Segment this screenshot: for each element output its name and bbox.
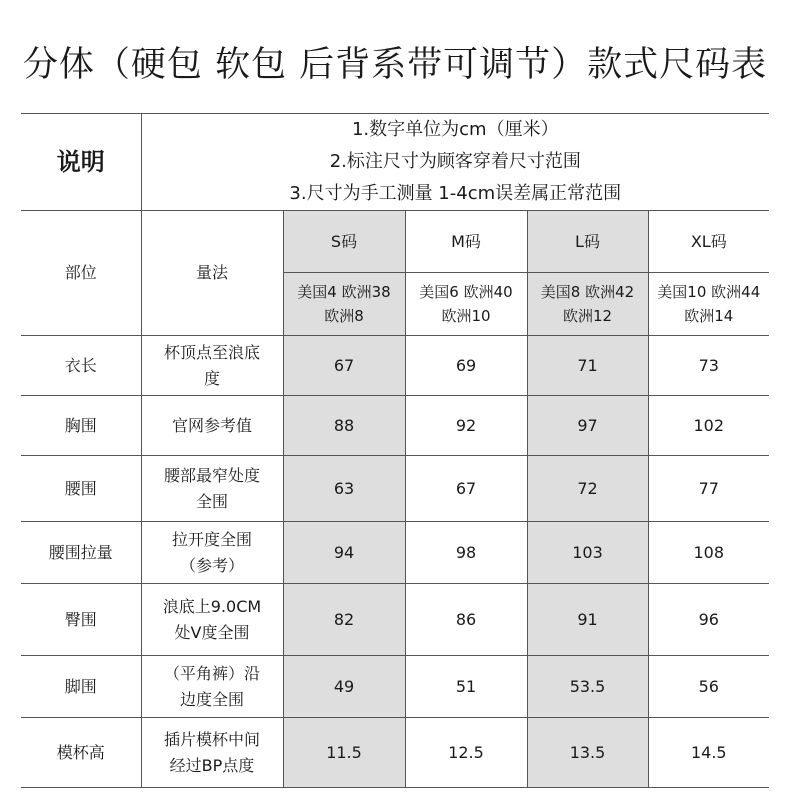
row-part: 模杯高 — [21, 718, 141, 788]
row-value-m: 51 — [405, 656, 527, 718]
row-value-s: 11.5 — [283, 718, 405, 788]
row-method-line2: 全围 — [195, 491, 228, 511]
row-value-s: 67 — [283, 336, 405, 396]
row-value-l: 13.5 — [527, 718, 648, 788]
note-line-3: 3.尺寸为手工测量 1-4cm误差属正常范围 — [289, 183, 622, 204]
row-method-line1: 官网参考值 — [171, 415, 252, 435]
row-part: 胸围 — [21, 396, 141, 456]
row-part: 臀围 — [21, 584, 141, 656]
row-method-line1: 腰部最窄处度 — [163, 465, 260, 485]
row-value-xl: 73 — [648, 336, 769, 396]
page-title: 分体（硬包 软包 后背系带可调节）款式尺码表 — [22, 45, 768, 85]
size-name-xl: XL码 — [648, 211, 769, 273]
row-method — [141, 396, 283, 456]
row-value-l: 97 — [527, 396, 648, 456]
row-method — [141, 656, 283, 718]
size-header-row — [21, 211, 769, 273]
size-conv-m — [405, 273, 527, 336]
row-value-m: 12.5 — [405, 718, 527, 788]
row-method-line2: 处V度全围 — [174, 622, 250, 642]
size-conv-l-line2: 欧洲12 — [562, 307, 613, 325]
table-row — [21, 718, 769, 788]
row-part: 脚围 — [21, 656, 141, 718]
header-part: 部位 — [21, 211, 141, 336]
row-value-xl: 14.5 — [648, 718, 769, 788]
table-row — [21, 656, 769, 718]
row-method-line2: 边度全围 — [179, 689, 244, 709]
row-value-s: 88 — [283, 396, 405, 456]
table-row — [21, 584, 769, 656]
row-method — [141, 522, 283, 584]
row-part: 腰围拉量 — [21, 522, 141, 584]
row-value-m: 98 — [405, 522, 527, 584]
row-method-line2: （参考） — [179, 555, 244, 575]
row-method-line1: 拉开度全围 — [171, 529, 252, 549]
notes-row — [21, 114, 769, 211]
size-conv-xl-line2: 欧洲14 — [684, 307, 734, 325]
size-chart-table — [21, 113, 769, 788]
size-conv-xl-line1: 美国10 欧洲44 — [657, 283, 761, 301]
size-conv-m-line1: 美国6 欧洲40 — [419, 283, 513, 301]
row-method-line2: 经过BP点度 — [169, 755, 255, 775]
row-value-l: 103 — [527, 522, 648, 584]
table-row — [21, 396, 769, 456]
table-row — [21, 456, 769, 522]
row-value-m: 69 — [405, 336, 527, 396]
size-conv-xl — [648, 273, 769, 336]
size-conv-l — [527, 273, 648, 336]
row-value-s: 82 — [283, 584, 405, 656]
row-value-l: 91 — [527, 584, 648, 656]
size-conv-s-line2: 欧洲8 — [324, 307, 364, 325]
size-conv-l-line1: 美国8 欧洲42 — [540, 283, 635, 301]
size-conv-s-line1: 美国4 欧洲38 — [297, 283, 391, 301]
row-method — [141, 718, 283, 788]
size-conv-s — [283, 273, 405, 336]
row-part: 腰围 — [21, 456, 141, 522]
row-value-m: 67 — [405, 456, 527, 522]
row-value-l: 72 — [527, 456, 648, 522]
row-value-xl: 56 — [648, 656, 769, 718]
row-value-s: 63 — [283, 456, 405, 522]
row-method-line1: 浪底上9.0CM — [162, 596, 262, 616]
row-value-xl: 108 — [648, 522, 769, 584]
table-row — [21, 522, 769, 584]
row-value-xl: 77 — [648, 456, 769, 522]
size-name-m: M码 — [405, 211, 527, 273]
row-method — [141, 456, 283, 522]
notes-content — [141, 114, 769, 211]
row-value-l: 53.5 — [527, 656, 648, 718]
measurement-rows — [21, 336, 769, 788]
size-name-s: S码 — [283, 211, 405, 273]
header-method: 量法 — [141, 211, 283, 336]
table-row — [21, 336, 769, 396]
row-value-s: 49 — [283, 656, 405, 718]
notes-label: 说明 — [21, 114, 141, 211]
row-value-l: 71 — [527, 336, 648, 396]
row-method-line1: （平角裤）沿 — [163, 663, 260, 683]
row-method-line1: 插片模杯中间 — [163, 729, 260, 749]
row-method — [141, 584, 283, 656]
row-method — [141, 336, 283, 396]
row-value-m: 86 — [405, 584, 527, 656]
note-line-1: 1.数字单位为cm（厘米） — [351, 119, 559, 140]
row-value-xl: 102 — [648, 396, 769, 456]
row-method-line1: 杯顶点至浪底 — [163, 342, 260, 362]
row-method-line2: 度 — [203, 368, 220, 388]
note-line-2: 2.标注尺寸为顾客穿着尺寸范围 — [329, 151, 581, 172]
row-value-xl: 96 — [648, 584, 769, 656]
row-value-s: 94 — [283, 522, 405, 584]
size-conv-m-line2: 欧洲10 — [441, 307, 491, 325]
row-value-m: 92 — [405, 396, 527, 456]
row-part: 衣长 — [21, 336, 141, 396]
size-name-l: L码 — [527, 211, 648, 273]
